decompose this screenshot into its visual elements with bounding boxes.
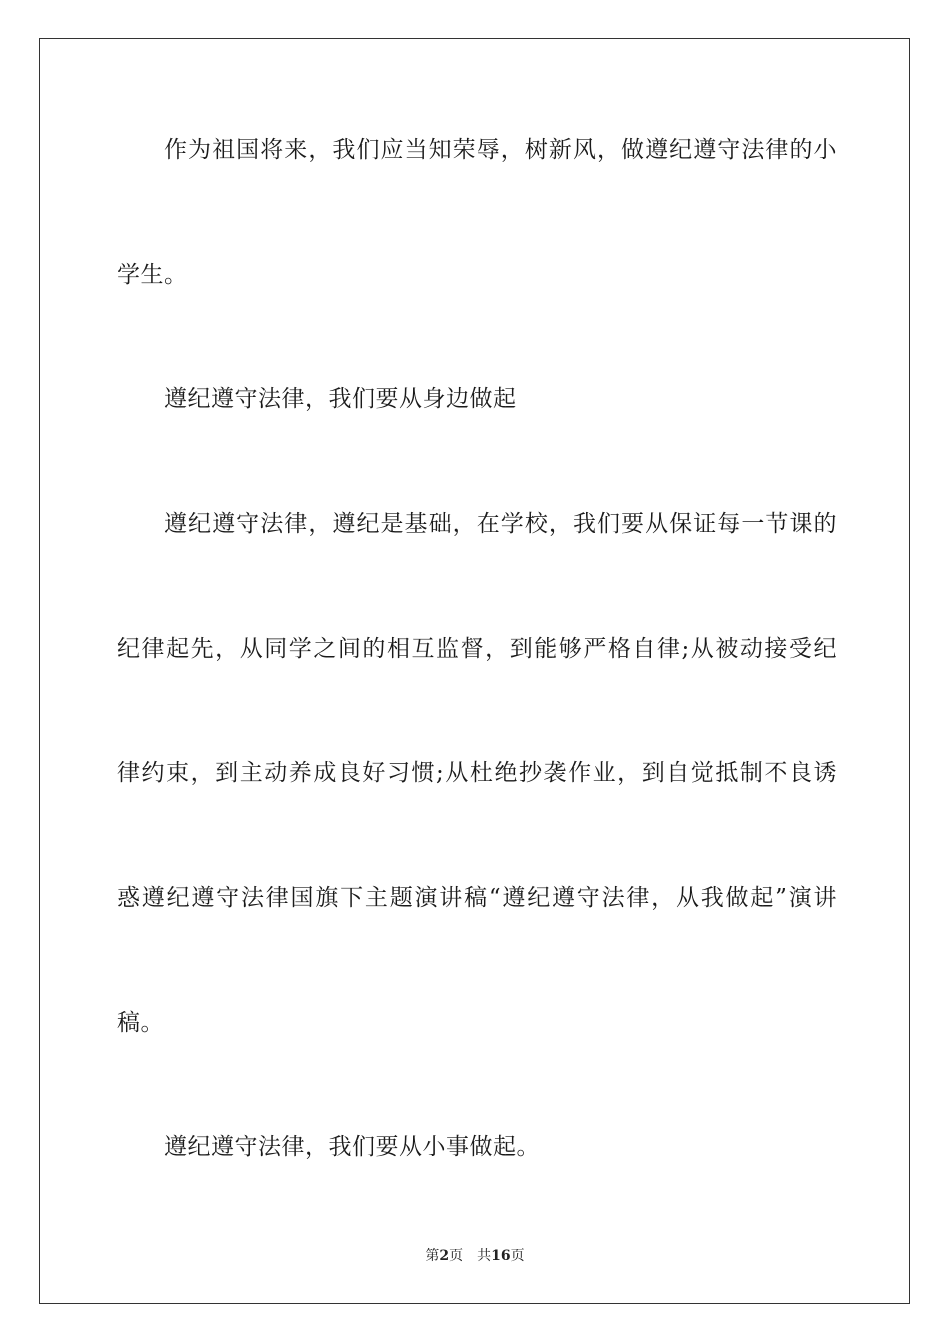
page-prefix: 第 — [425, 1248, 440, 1264]
total-suffix: 页 — [510, 1248, 525, 1264]
total-prefix: 共 — [477, 1248, 492, 1264]
section-heading: 遵纪遵守法律，我们要从身边做起 — [164, 386, 517, 412]
page-number: 2 — [439, 1248, 450, 1264]
paragraph-line: 遵纪遵守法律，我们要从小事做起。 — [164, 1134, 540, 1160]
page-border — [39, 38, 910, 1304]
paragraph-line: 学生。 — [117, 262, 188, 288]
page-footer — [0, 1247, 950, 1265]
paragraph-line: 惑遵纪遵守法律国旗下主题演讲稿“遵纪遵守法律，从我做起”演讲 — [117, 885, 837, 911]
paragraph-line: 遵纪遵守法律，遵纪是基础，在学校，我们要从保证每一节课的 — [164, 511, 837, 537]
paragraph-line: 纪律起先，从同学之间的相互监督，到能够严格自律;从被动接受纪 — [117, 636, 837, 662]
paragraph-line: 稿。 — [117, 1010, 164, 1036]
total-pages: 16 — [491, 1248, 511, 1264]
page-suffix: 页 — [449, 1248, 464, 1264]
paragraph-line: 律约束，到主动养成良好习惯;从杜绝抄袭作业，到自觉抵制不良诱 — [117, 760, 837, 786]
paragraph-line: 作为祖国将来，我们应当知荣辱，树新风，做遵纪遵守法律的小 — [164, 137, 837, 163]
